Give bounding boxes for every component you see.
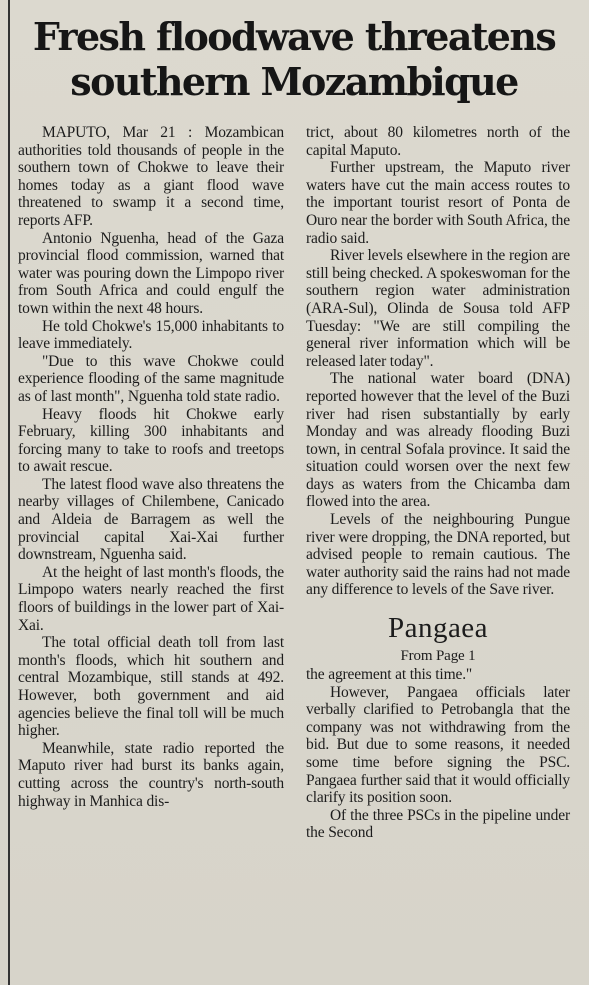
paragraph: At the height of last month's floods, the Limpopo waters nearly reached the first floors of buildings in the lower part of Xai-Xai. [18, 563, 284, 634]
headline-line-1: Fresh floodwave threatens [32, 14, 556, 59]
paragraph: The national water board (DNA) reported however that the level of the Buzi river had risen substantially by early Monday and was already flooding Buzi town, in central Sofala province. It said the situation could worsen over the next few days as waters from the Chicamba dam flowed into the area. [306, 370, 570, 511]
paragraph: trict, about 80 kilometres north of the capital Maputo. [306, 124, 570, 159]
from-page-label: From Page 1 [400, 648, 476, 665]
paragraph: Further upstream, the Maputo river waters have cut the main access routes to the important tourist resort of Ponta de Ouro near the border with South Africa, the radio said. [306, 159, 570, 247]
right-column [306, 124, 570, 842]
paragraph: Levels of the neighbouring Pungue river were dropping, the DNA reported, but advised people to remain cautious. The water authority said the rains had not made any difference to levels of the Save river. [306, 511, 570, 599]
paragraph: MAPUTO, Mar 21 : Mozambican authorities told thousands of people in the southern town of Chokwe to leave their homes today as a giant flood wave threatened to swamp it a second time, reports AFP. [18, 124, 284, 229]
left-column [18, 124, 284, 810]
continuation-title: Pangaea [387, 612, 489, 645]
headline-line-2: southern Mozambique [70, 59, 518, 104]
paragraph: the agreement at this time." [306, 666, 473, 684]
paragraph: The total official death toll from last month's floods, which hit southern and central Mozambique, still stands at 492. However, both government and aid agencies believe the final toll will be much higher. [18, 634, 284, 740]
paragraph: He told Chokwe's 15,000 inhabitants to leave immediately. [18, 317, 284, 353]
headline [14, 14, 574, 104]
paragraph: Antonio Nguenha, head of the Gaza provincial flood commission, warned that water was pouring down the Limpopo river from South Africa and could engulf the town within the next 48 hours. [18, 229, 284, 317]
paragraph: Of the three PSCs in the pipeline under the Second [306, 806, 570, 842]
paragraph: Heavy floods hit Chokwe early February, killing 300 inhabitants and forcing many to take to roofs and treetops to await rescue. [18, 405, 284, 476]
paragraph: Meanwhile, state radio reported the Maputo river had burst its banks again, cutting across the country's north-south highway in Manhica dis- [18, 739, 284, 810]
paragraph: River levels elsewhere in the region are still being checked. A spokeswoman for the southern region water administration (ARA-Sul), Olinda de Sousa told AFP Tuesday: "We are still compiling the general river information which will be released later today". [306, 247, 570, 370]
paragraph: However, Pangaea officials later verbally clarified to Petrobangla that the company was not withdrawing from the bid. But due to some reasons, it needed some time before signing the PSC. Pangaea further said that it would officially clarify its position soon. [306, 683, 570, 807]
column-rule [8, 0, 10, 985]
paragraph: The latest flood wave also threatens the nearby villages of Chilembene, Canicado and Aldeia de Barragem as well the provincial capital Xai-Xai further downstream, Nguenha said. [18, 475, 284, 564]
paragraph: "Due to this wave Chokwe could experience flooding of the same magnitude as of last month", Nguenha told state radio. [18, 352, 284, 405]
